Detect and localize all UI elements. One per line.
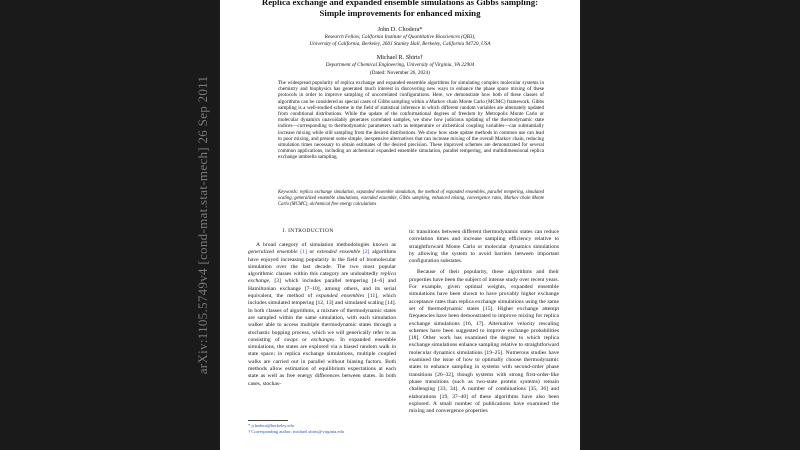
dated-line: (Dated: November 26, 2024) [370, 70, 430, 76]
footnote-email-chodera [248, 423, 294, 429]
term-exchanges: exchanges [311, 336, 335, 343]
term-generalized-ensemble: generalized ensemble [248, 249, 298, 256]
arxiv-identifier: arXiv:1105.5749v4 [cond-mat.stat-mech] 26 Sep 2011 [195, 75, 210, 375]
footnote-rule [248, 420, 288, 421]
term-replica-exchange: replica exchange [248, 271, 396, 285]
intro-text: or [306, 249, 317, 256]
intro-text: , [3] which includes parallel tempering [4–6] and Hamiltonian exchange [7–10], among others, and its serial equivalent, the method of [248, 278, 396, 300]
affiliation-shirts: Department of Chemical Engineering, University of Virginia, VA 22904 [325, 62, 475, 68]
intro-text: [11], which includes simulated tempering [12, 13] and simulated scaling [14]. In both classes of algorithms, a mixture of thermodynamic states are sampled within the same simulation, with each simulation walker able to access multiple thermodynamic states through a stochastic hopping process, which we will generically refer to as consisting of [248, 293, 396, 343]
title-line-2: Simple improvements for enhanced mixing [319, 8, 481, 18]
footnote-corresponding-author [248, 429, 344, 435]
intro-column-left [248, 242, 396, 410]
affiliation-chodera-line-1: Research Fellow, California Institute of Quantitative Biosciences (QB3), [324, 34, 476, 40]
intro-text: algorithms have enjoyed increasing popularity in the field of biomolecular simulation over the last decade. The two most popular algorithmic classes within this category are undoubtedly [248, 249, 396, 278]
paper-title [226, 0, 574, 19]
affiliation-chodera-line-2: University of California, Berkeley, 260J Stanley Hall, Berkeley, California 94720, USA [309, 40, 491, 47]
term-expanded-ensembles: expanded ensembles [316, 293, 365, 300]
section-heading-introduction: I. INTRODUCTION [282, 228, 334, 234]
intro-paragraph-2: Because of their popularity, these algorithms and their properties have been the subject of intense study over recent years. For example, given optimal weights, expanded ensemble simulations have been shown to have provably higher exchange acceptance rates than replica exchange simulations using the same set of thermodynamic states [15]. Higher exchange attempt frequencies have been demonstrated to improve mixing for replica exchange simulations [16, 17]. Alternative velocity rescaling schemes have been suggested to improve exchange probabilities [18]. Other work has examined the degree to which replica exchange simulations enhance sampling relative to straightforward molecular dynamics simulations [19–25]. Numerous studies have examined the issue of how to optimally choose thermodynamic states to enhance sampling in systems with second-order phase transitions [26–32], though systems with strong first-order-like phase transitions (such as two-state protein systems) remain challenging [33, 34]. A number of combinations [35, 36] and elaborations [19, 37–40] of these algorithms have also been explored. A small number of publications have examined the mixing and convergence properties [409, 269, 559, 415]
citation-link[interactable]: [1] [300, 249, 307, 256]
intro-text: A broad category of simulation methodologies known as [256, 242, 396, 248]
term-swaps: swaps [284, 336, 298, 343]
email-link[interactable]: * jchodera@berkeley.edu [248, 423, 294, 428]
title-line-1: Replica exchange and expanded ensemble simulations as Gibbs sampling: [261, 0, 539, 7]
intro-paragraph-continued: tic transitions between different thermodynamic states can reduce correlation times and increase sampling efficiency relative to straightforward Monte Carlo or molecular dynamics simulations by allowing the system to avoid barriers between important configuration substates. [409, 229, 559, 265]
intro-column-right [409, 229, 559, 450]
abstract: The widespread popularity of replica exchange and expanded ensemble algorithms for simulating complex molecular systems in chemistry and biophysics has generated much interest in discovering new ways to enhance the phase space mixing of these protocols in order to improve sampling of uncorrelated configurations. Here, we demonstrate how both of these classes of algorithms can be considered as special cases of Gibbs sampling within a Markov chain Monte Carlo (MCMC) framework. Gibbs sampling is a well-studied scheme in the field of statistical inference in which different random variables are alternately updated from conditional distributions. While the update of the conformational degrees of freedom by Metropolis Monte Carlo or molecular dynamics unavoidably generates correlated samples, we show how judicious updating of the thermodynamic state indices—corresponding to thermodynamic parameters such as temperature or alchemical coupling variables—can substantially increase mixing while still sampling from the desired distributions. We show how state update methods in common use can lead to poor mixing, and present some simple, inexpensive alternatives that can increase mixing of the overall Markov chain, reducing simulation times necessary to obtain estimates of the desired precision. These improved schemes are demonstrated for several common applications, including an alchemical expanded ensemble simulation, parallel tempering, and multidimensional replica exchange umbrella sampling. [278, 80, 544, 161]
email-link[interactable]: † Corresponding author; michael.shirts@virginia.edu [248, 429, 344, 434]
intro-paragraph-1 [248, 242, 396, 388]
term-extended-ensemble: extended ensemble [316, 249, 361, 256]
paper-page [220, 0, 580, 450]
intro-text: or [297, 336, 312, 343]
author-chodera: John D. Chodera* [377, 26, 423, 33]
citation-link[interactable]: [2] [362, 249, 370, 256]
keywords: Keywords: replica exchange simulation, expanded ensemble simulation, the method of expanded ensembles, parallel tempering, simulated scaling, generalized ensemble simulations, extended ensemble, Gibbs sampling, enhanced mixing, convergence rates, Markov chain Monte Carlo (MCMC), alchemical free energy calculations [278, 190, 544, 207]
affiliation-chodera [220, 34, 580, 47]
intro-text: . In expanded ensemble simulations, the states are explored via a biased random walk in state space; in replica exchange simulations, multiple coupled walks are carried out in parallel without biasing factors. Both methods allow estimation of equilibrium expectations at each state as well as free energy differences between states. In both cases, stochas- [248, 336, 396, 387]
author-shirts: Michael R. Shirts† [376, 54, 424, 61]
